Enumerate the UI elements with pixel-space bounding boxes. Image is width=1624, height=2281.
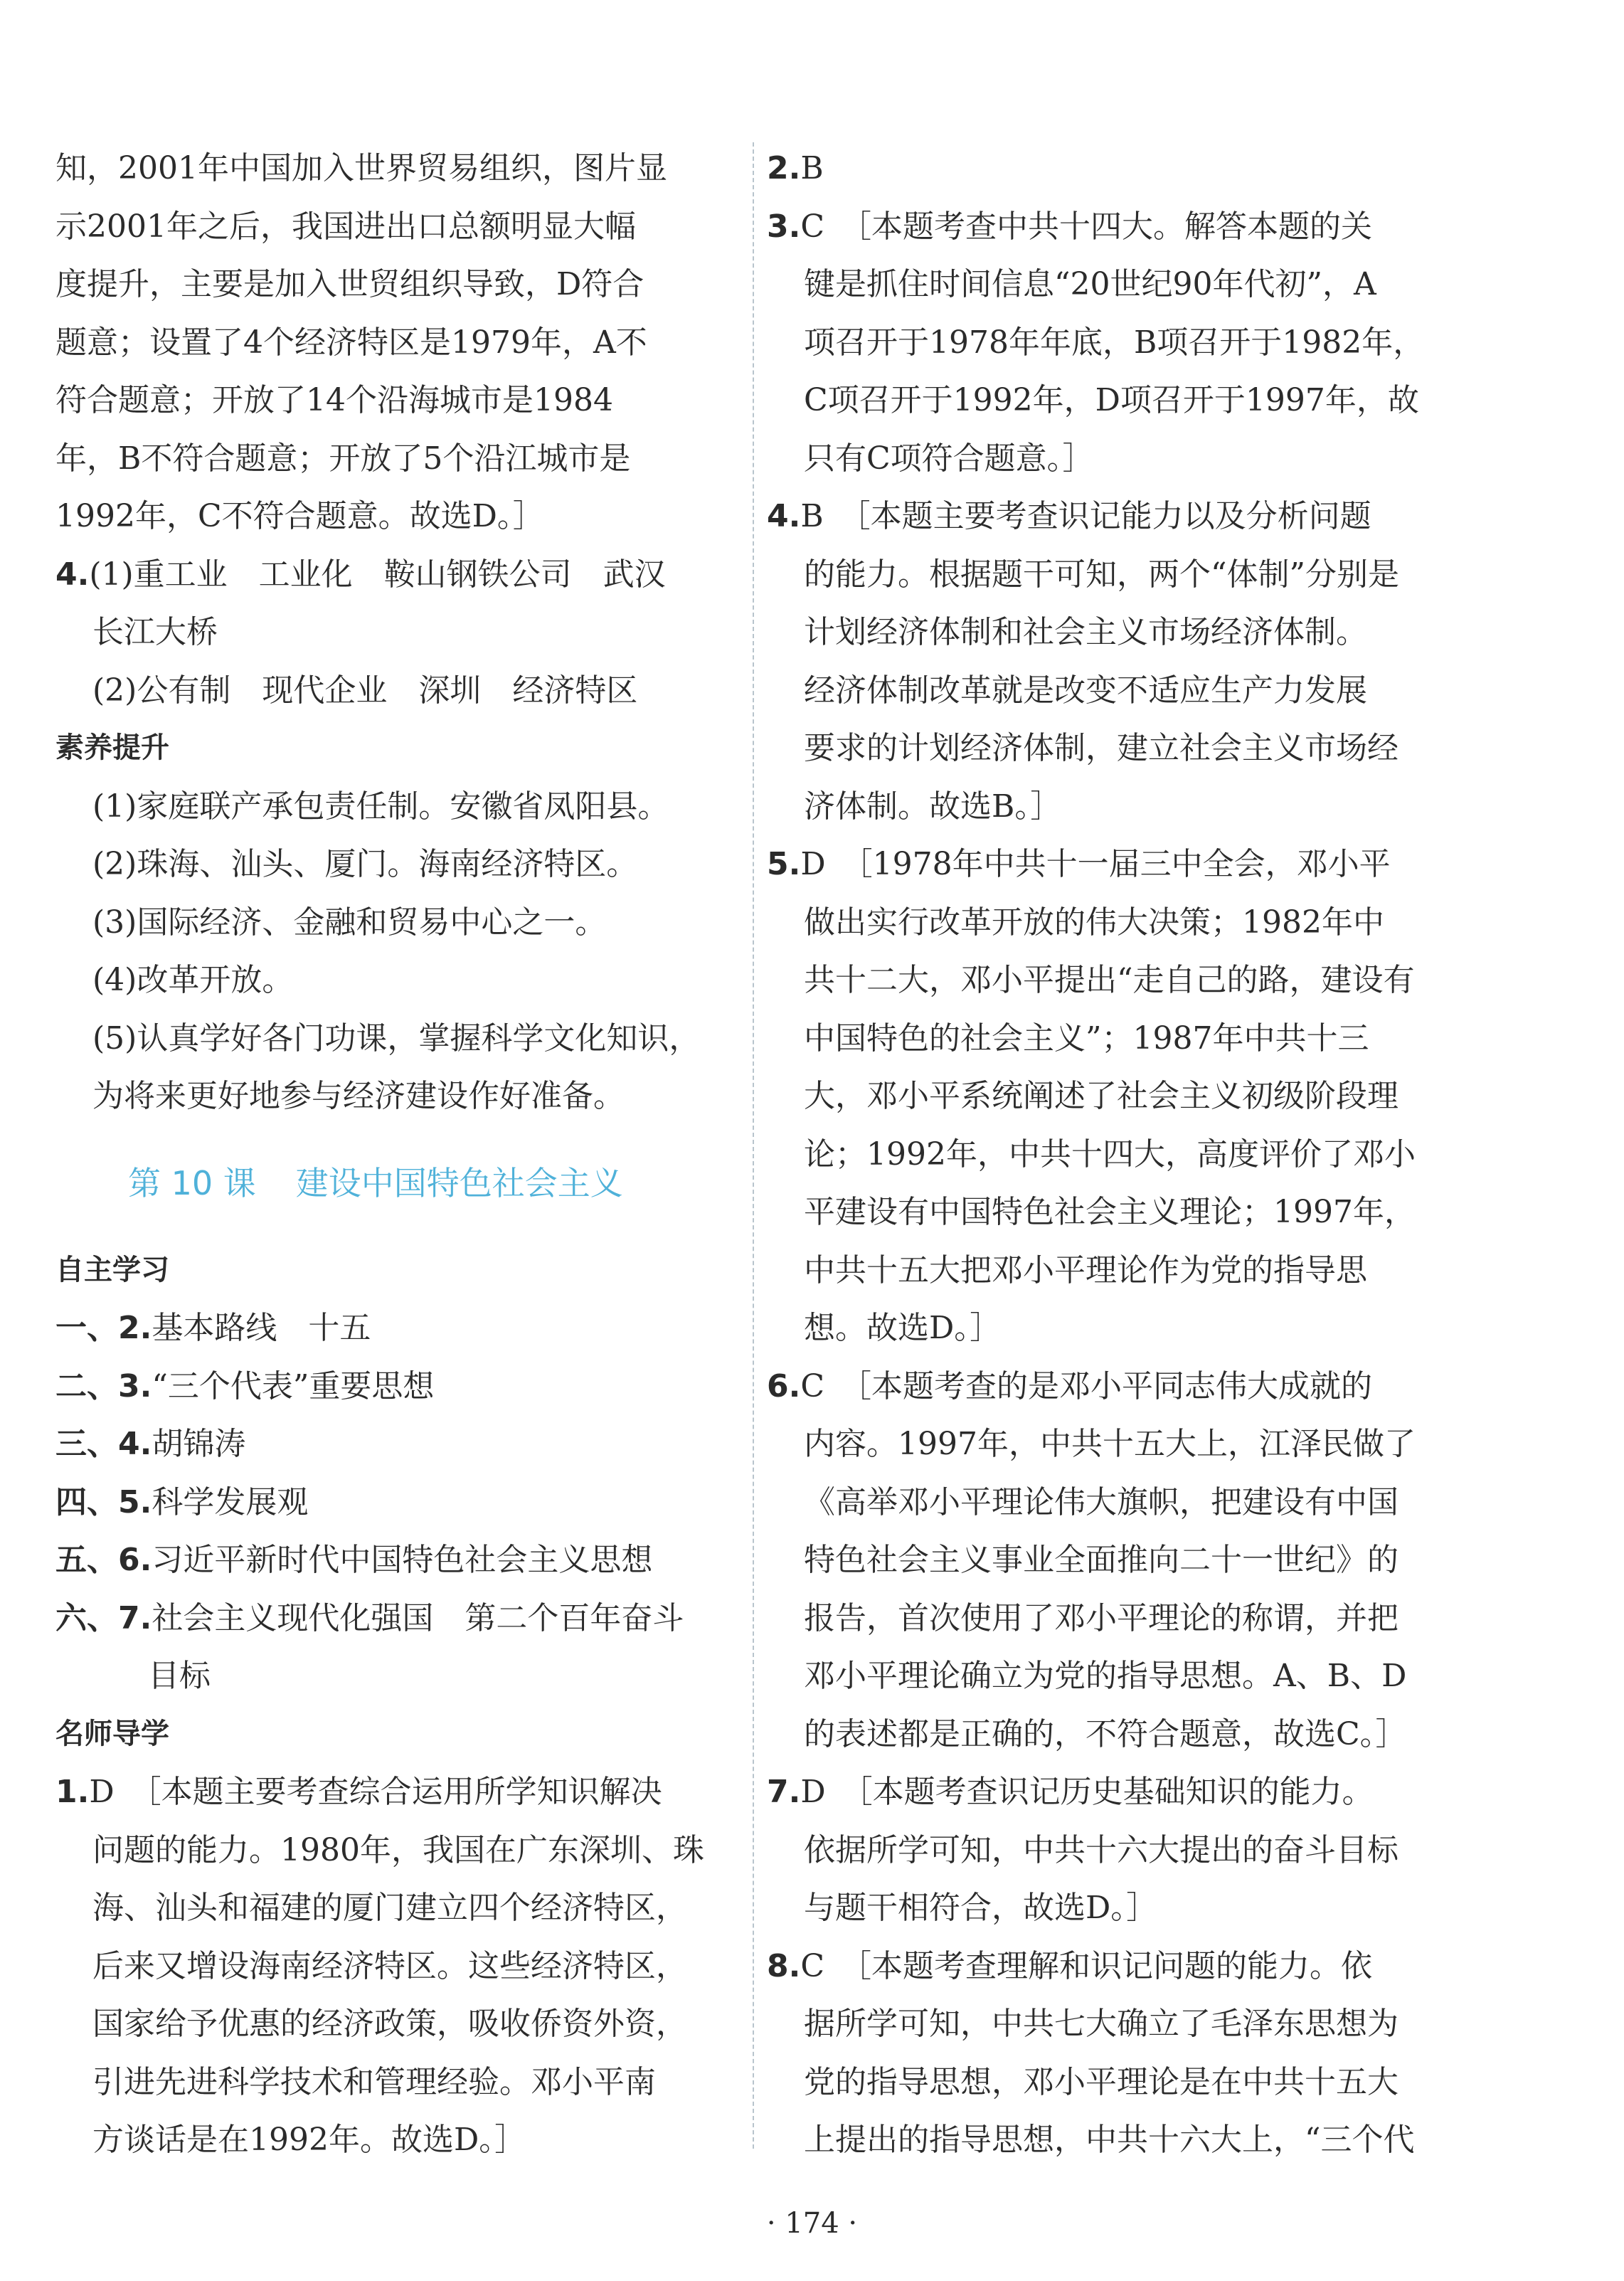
question-number: 7. xyxy=(767,1774,801,1810)
left-q1-answer xyxy=(55,1763,738,2169)
text-line: 依据所学可知，中共十六大提出的奋斗目标 xyxy=(804,1831,1399,1868)
list-item: (5)认真学好各门功课，掌握科学文化知识， xyxy=(92,1020,701,1057)
item-text: 胡锦涛 xyxy=(152,1426,246,1462)
list-item: (3)国际经济、金融和贸易中心之一。 xyxy=(92,904,607,941)
question-number: 6. xyxy=(767,1367,801,1404)
text-line: 内容。1997年，中共十五大上，江泽民做了 xyxy=(804,1426,1416,1462)
text-line: 与题干相符合，故选D。］ xyxy=(804,1890,1158,1926)
item-text: 科学发展观 xyxy=(152,1483,309,1520)
list-item: 为将来更好地参与经济建设作好准备。 xyxy=(92,1078,625,1114)
text-line: 做出实行改革开放的伟大决策；1982年中 xyxy=(804,904,1384,941)
question-number: 8. xyxy=(767,1947,801,1984)
column-divider xyxy=(753,142,754,2149)
item-text: “三个代表”重要思想 xyxy=(152,1367,435,1404)
item-text: 习近平新时代中国特色社会主义思想 xyxy=(152,1542,653,1578)
text-line: 海、汕头和福建的厦门建立四个经济特区， xyxy=(92,1890,687,1926)
right-q3-answer xyxy=(767,198,1450,488)
item-text: 社会主义现代化强国 第二个百年奋斗 xyxy=(152,1599,684,1636)
text-line: 题意；设置了4个经济特区是1979年，A不 xyxy=(55,324,647,361)
answer-text: D ［1978年中共十一届三中全会，邓小平 xyxy=(800,846,1391,882)
left-q4-answer xyxy=(55,546,738,720)
text-line: 符合题意；开放了14个沿海城市是1984 xyxy=(55,382,613,418)
text-line: 经济体制改革就是改变不适应生产力发展 xyxy=(804,672,1367,709)
text-line: 报告，首次使用了邓小平理论的称谓，并把 xyxy=(804,1599,1399,1636)
text-line: (2)公有制 现代企业 深圳 经济特区 xyxy=(92,672,638,709)
right-column xyxy=(767,139,1450,2169)
text-line: 党的指导思想，邓小平理论是在中共十五大 xyxy=(804,2063,1399,2100)
text-line: 《高举邓小平理论伟大旗帜，把建设有中国 xyxy=(804,1483,1399,1520)
text-line: 键是抓住时间信息“20世纪90年代初”，A xyxy=(804,266,1376,302)
right-q6-answer xyxy=(767,1358,1450,1764)
right-q2-answer xyxy=(767,139,1450,198)
page-number: · 174 · xyxy=(766,2207,858,2240)
item-number: 一、2. xyxy=(55,1310,152,1346)
text-line: 年，B不符合题意；开放了5个沿江城市是 xyxy=(55,440,631,477)
text-line: 目标 xyxy=(148,1658,211,1694)
zizhu-list xyxy=(55,1299,738,1705)
text-line: 计划经济体制和社会主义市场经济体制。 xyxy=(804,614,1367,650)
text-line: 知，2001年中国加入世界贸易组织，图片显 xyxy=(55,150,667,186)
suyang-list xyxy=(55,778,738,1126)
text-line: 的能力。根据题干可知，两个“体制”分别是 xyxy=(804,556,1399,593)
section-heading-suyang: 素养提升 xyxy=(55,731,169,764)
list-item: (4)改革开放。 xyxy=(92,962,294,998)
answer-text: C ［本题考查理解和识记问题的能力。依 xyxy=(800,1947,1373,1984)
text-line: 平建设有中国特色社会主义理论；1997年， xyxy=(804,1194,1416,1230)
text-line: 据所学可知，中共七大确立了毛泽东思想为 xyxy=(804,2006,1399,2042)
list-item: (2)珠海、汕头、厦门。海南经济特区。 xyxy=(92,846,638,882)
text-line: 方谈话是在1992年。故选D。］ xyxy=(92,2122,526,2158)
item-number: 六、7. xyxy=(55,1599,152,1636)
text-line: 邓小平理论确立为党的指导思想。A、B、D xyxy=(804,1658,1407,1694)
list-item xyxy=(55,1358,738,1416)
text-line: 问题的能力。1980年，我国在广东深圳、珠 xyxy=(92,1831,704,1868)
item-text: 基本路线 十五 xyxy=(152,1310,371,1346)
lesson-name: 建设中国特色社会主义 xyxy=(295,1163,623,1202)
item-number: 二、3. xyxy=(55,1367,152,1404)
text-line: 中国特色的社会主义”；1987年中共十三 xyxy=(804,1020,1369,1057)
list-item xyxy=(55,1589,738,1648)
right-q7-answer xyxy=(767,1763,1450,1937)
lesson-title xyxy=(55,1126,738,1242)
answer-text: B xyxy=(800,150,824,186)
answer-text: D ［本题主要考查综合运用所学知识解决 xyxy=(89,1774,662,1810)
item-number: 三、4. xyxy=(55,1426,152,1462)
text-line: 度提升，主要是加入世贸组织导致，D符合 xyxy=(55,266,644,302)
section-heading-zizhu: 自主学习 xyxy=(55,1253,169,1286)
answer-text: C ［本题考查的是邓小平同志伟大成就的 xyxy=(800,1367,1373,1404)
question-number: 4. xyxy=(767,498,801,534)
answer-text: B ［本题主要考查识记能力以及分析问题 xyxy=(800,498,1371,534)
right-q5-answer xyxy=(767,835,1450,1358)
section-heading-mingshi: 名师导学 xyxy=(55,1717,169,1750)
text-line: 中共十五大把邓小平理论作为党的指导思 xyxy=(804,1251,1367,1288)
text-line: 共十二大，邓小平提出“走自己的路，建设有 xyxy=(804,962,1415,998)
text-line: 大，邓小平系统阐述了社会主义初级阶段理 xyxy=(804,1078,1399,1114)
item-number: 四、5. xyxy=(55,1483,152,1520)
text-line: 上提出的指导思想，中共十六大上，“三个代 xyxy=(804,2122,1415,2158)
list-item xyxy=(55,1473,738,1532)
text-line: 长江大桥 xyxy=(92,614,218,650)
question-number: 3. xyxy=(767,208,801,245)
text-line: 济体制。故选B。］ xyxy=(804,788,1062,825)
lesson-label: 第 10 课 xyxy=(128,1163,256,1202)
text-line: 1992年，C不符合题意。故选D。］ xyxy=(55,498,544,534)
question-number: 4. xyxy=(55,556,90,593)
question-number: 5. xyxy=(767,846,801,882)
question-number: 2. xyxy=(767,150,801,186)
text-line: 示2001年之后，我国进出口总额明显大幅 xyxy=(55,208,636,245)
left-column xyxy=(55,139,738,2169)
answer-text: C ［本题考查中共十四大。解答本题的关 xyxy=(800,208,1373,245)
text-line: 后来又增设海南经济特区。这些经济特区， xyxy=(92,1947,687,1984)
text-line: C项召开于1992年，D项召开于1997年，故 xyxy=(804,382,1419,418)
q3-continuation xyxy=(55,139,738,546)
text-line: 要求的计划经济体制，建立社会主义市场经 xyxy=(804,730,1399,766)
text-line: 特色社会主义事业全面推向二十一世纪》的 xyxy=(804,1542,1399,1578)
list-item xyxy=(55,1531,738,1589)
list-item xyxy=(55,1415,738,1473)
answer-text: (1)重工业 工业化 鞍山钢铁公司 武汉 xyxy=(89,556,666,593)
text-line: 引进先进科学技术和管理经验。邓小平南 xyxy=(92,2063,656,2100)
question-number: 1. xyxy=(55,1774,90,1810)
list-item: (1)家庭联产承包责任制。安徽省凤阳县。 xyxy=(92,788,669,825)
text-line: 项召开于1978年年底，B项召开于1982年， xyxy=(804,324,1425,361)
item-number: 五、6. xyxy=(55,1542,152,1578)
answer-text: D ［本题考查识记历史基础知识的能力。 xyxy=(800,1774,1374,1810)
text-line: 的表述都是正确的，不符合题意，故选C。］ xyxy=(804,1715,1407,1752)
right-q4-answer xyxy=(767,487,1450,835)
list-item xyxy=(55,1299,738,1358)
right-q8-answer xyxy=(767,1937,1450,2169)
text-line: 国家给予优惠的经济政策，吸收侨资外资， xyxy=(92,2006,687,2042)
text-line: 想。故选D。］ xyxy=(804,1310,1002,1346)
text-line: 论；1992年，中共十四大，高度评价了邓小 xyxy=(804,1136,1416,1173)
text-line: 只有C项符合题意。］ xyxy=(804,440,1094,477)
